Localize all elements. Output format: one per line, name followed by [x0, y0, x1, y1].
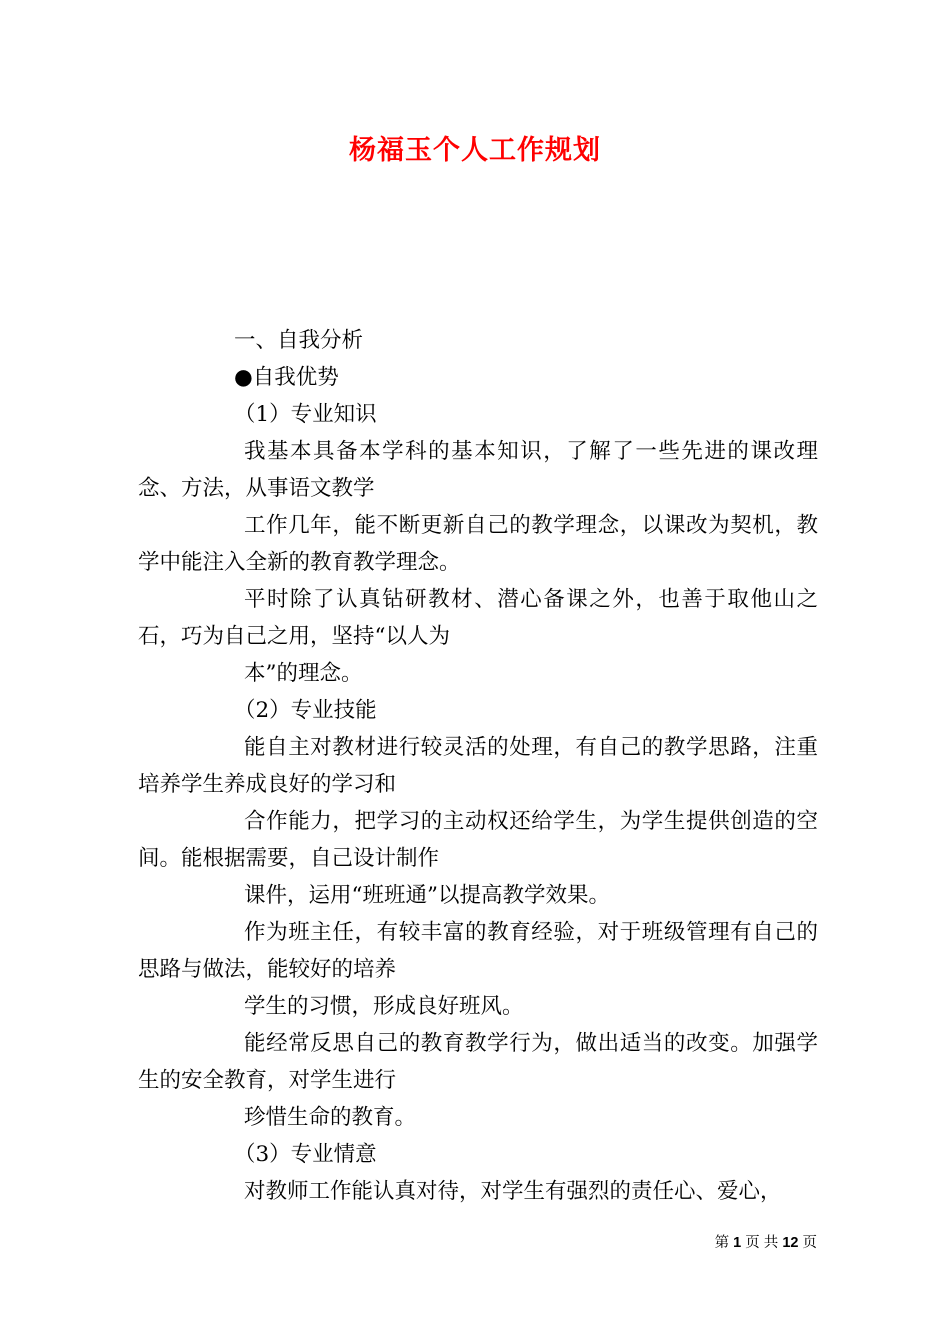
- paragraph-body: 课件，运用“班班通”以提高教学效果。: [244, 883, 610, 908]
- footer-total-pages: 12: [782, 1235, 799, 1251]
- paragraph-body: 我基本具备本学科的基本知识，了解了一些先进的课改理念、方法，从事语文教学: [138, 439, 818, 501]
- page-title: 杨福玉个人工作规划: [349, 135, 601, 166]
- paragraph-body: 本”的理念。: [244, 661, 363, 686]
- footer-current-page: 1: [733, 1235, 742, 1251]
- paragraph-self-strength-heading: ●自我优势: [234, 365, 339, 390]
- paragraph-body: 学生的习惯，形成良好班风。: [244, 994, 524, 1019]
- paragraph-item-1-heading: （1）专业知识: [234, 402, 377, 427]
- footer-suffix: 页: [802, 1235, 817, 1251]
- paragraph-body: 工作几年，能不断更新自己的教学理念，以课改为契机，教学中能注入全新的教育教学理念。: [138, 513, 818, 575]
- paragraph-body: 珍惜生命的教育。: [244, 1105, 417, 1130]
- footer-middle: 页 共: [745, 1235, 779, 1251]
- paragraph-body: 平时除了认真钻研教材、潜心备课之外，也善于取他山之石，巧为自己之用，坚持“以人为: [138, 587, 818, 649]
- document-body: [138, 322, 818, 1210]
- page-footer: [0, 1231, 950, 1252]
- paragraph-self-analysis-heading: 一、自我分析: [234, 328, 364, 353]
- paragraph-body: 合作能力，把学习的主动权还给学生，为学生提供创造的空间。能根据需要，自己设计制作: [138, 809, 818, 871]
- paragraph-body: 能自主对教材进行较灵活的处理，有自己的教学思路，注重培养学生养成良好的学习和: [138, 735, 818, 797]
- paragraph-body: 能经常反思自己的教育教学行为，做出适当的改变。加强学生的安全教育，对学生进行: [138, 1031, 818, 1093]
- footer-prefix: 第: [714, 1235, 730, 1251]
- paragraph-item-2-heading: （2）专业技能: [234, 698, 377, 723]
- paragraph-body: 作为班主任，有较丰富的教育经验，对于班级管理有自己的思路与做法，能较好的培养: [138, 920, 818, 982]
- paragraph-item-3-heading: （3）专业情意: [234, 1142, 377, 1167]
- paragraph-body: 对教师工作能认真对待，对学生有强烈的责任心、爱心，: [244, 1179, 782, 1204]
